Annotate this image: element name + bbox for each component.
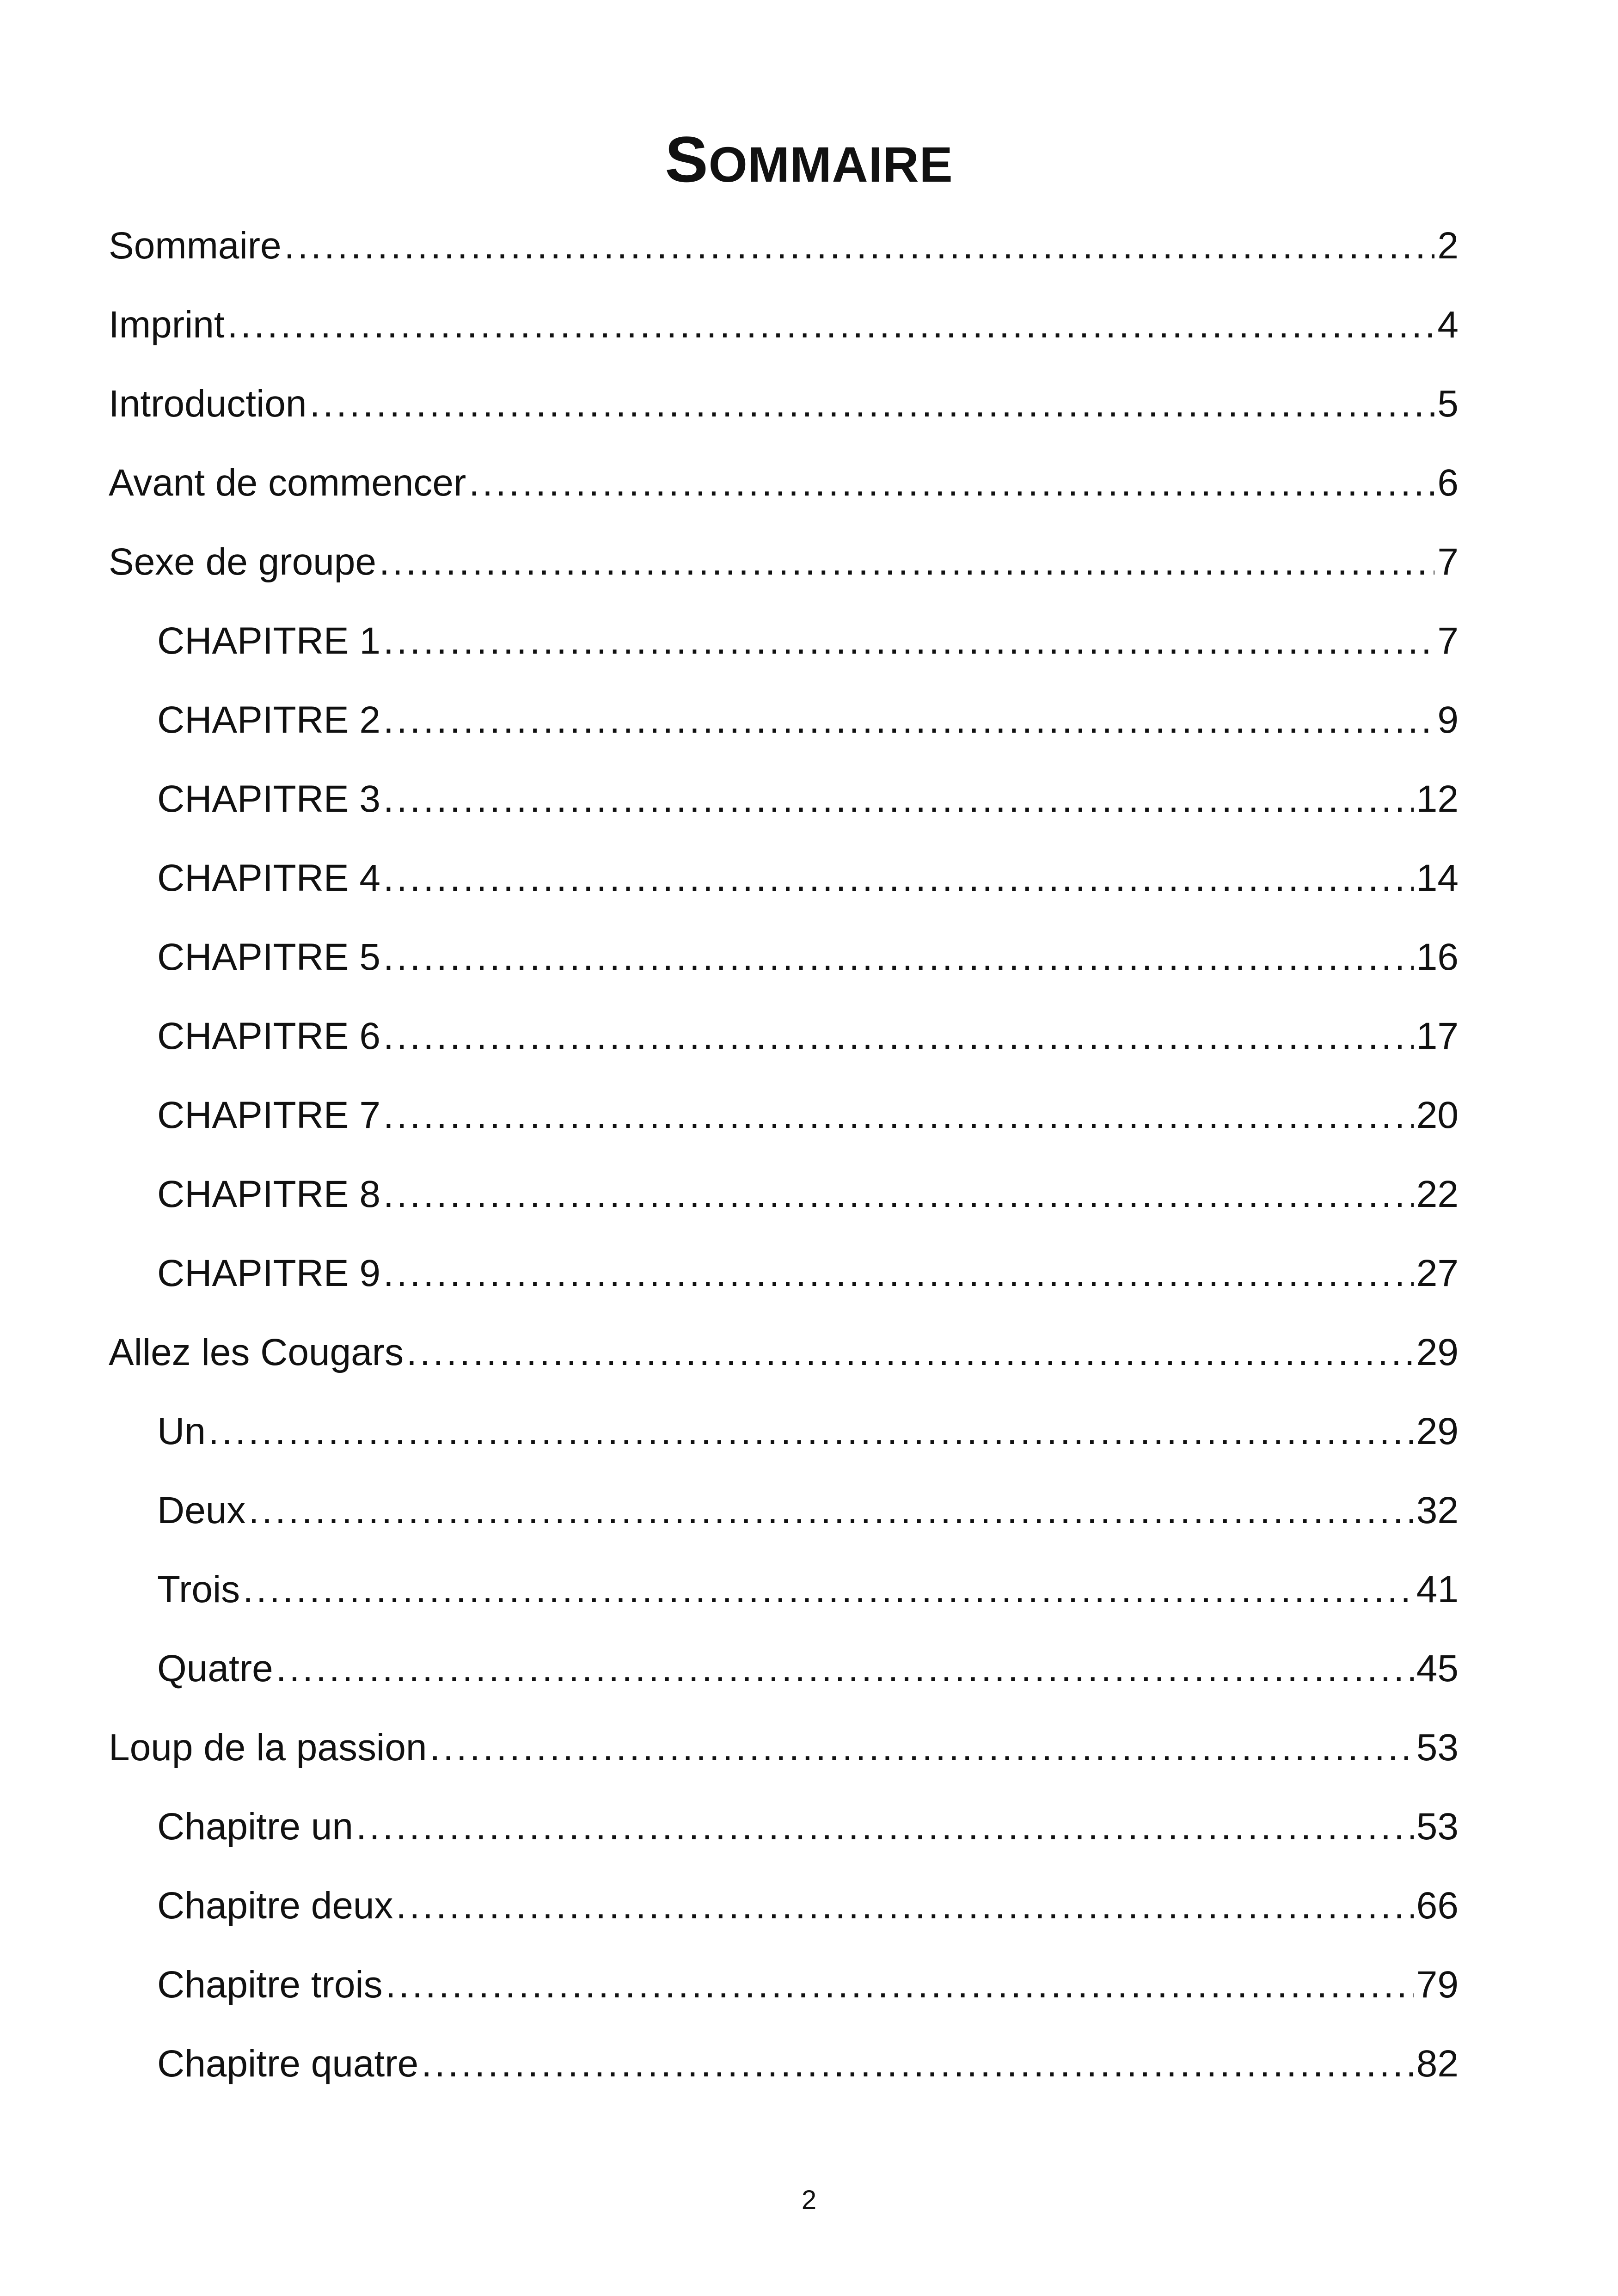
toc-entry-page: 5 xyxy=(1434,381,1459,427)
toc-entry-page: 17 xyxy=(1414,1013,1459,1059)
toc-dot-leader xyxy=(227,302,1435,348)
toc-entry-chapitre-7[interactable] xyxy=(109,1076,1459,1155)
toc-dot-leader xyxy=(383,855,1414,901)
toc-dot-leader xyxy=(248,1488,1413,1534)
toc-dot-leader xyxy=(208,1408,1414,1455)
toc-entry-page: 66 xyxy=(1414,1883,1459,1929)
page-number: 2 xyxy=(801,2185,817,2215)
toc-dot-leader xyxy=(383,1171,1414,1218)
toc-entry-chapitre-2[interactable] xyxy=(109,680,1459,759)
toc-dot-leader xyxy=(383,1013,1414,1059)
toc-entry-label: CHAPITRE 6 xyxy=(157,1013,383,1059)
toc-entry-chapitre-6[interactable] xyxy=(109,997,1459,1076)
toc-entry-chapitre-8[interactable] xyxy=(109,1155,1459,1234)
toc-dot-leader xyxy=(429,1725,1413,1771)
toc-entry-page: 41 xyxy=(1414,1567,1459,1613)
toc-entry-page: 32 xyxy=(1414,1488,1459,1534)
toc-entry-page: 45 xyxy=(1414,1646,1459,1692)
toc-dot-leader xyxy=(383,697,1434,743)
toc-entry-page: 7 xyxy=(1434,618,1459,664)
toc-dot-leader xyxy=(383,618,1434,664)
toc-dot-leader xyxy=(284,223,1435,269)
toc-entry-chapitre-3[interactable] xyxy=(109,759,1459,839)
toc-entry-label: CHAPITRE 4 xyxy=(157,855,383,901)
toc-entry-sexe-de-groupe[interactable] xyxy=(109,522,1459,601)
toc-entry-label: Deux xyxy=(157,1488,248,1534)
toc-dot-leader xyxy=(383,1250,1414,1297)
toc-entry-label: Quatre xyxy=(157,1646,276,1692)
toc-dot-leader xyxy=(383,934,1414,980)
toc-entry-label: CHAPITRE 2 xyxy=(157,697,383,743)
toc-entry-page: 29 xyxy=(1414,1329,1459,1376)
toc-entry-chapitre-trois[interactable] xyxy=(109,1945,1459,2024)
toc-entry-label: Allez les Cougars xyxy=(109,1329,406,1376)
toc-entry-page: 9 xyxy=(1434,697,1459,743)
toc-entry-chapitre-quatre[interactable] xyxy=(109,2024,1459,2103)
toc-dot-leader xyxy=(276,1646,1414,1692)
toc-entry-page: 20 xyxy=(1414,1092,1459,1139)
toc-dot-leader xyxy=(406,1329,1414,1376)
toc-entry-label: CHAPITRE 3 xyxy=(157,776,383,822)
toc-entry-label: Chapitre deux xyxy=(157,1883,396,1929)
toc-entry-chapitre-deux[interactable] xyxy=(109,1866,1459,1945)
toc-entry-page: 7 xyxy=(1434,539,1459,585)
toc-entry-label: Chapitre quatre xyxy=(157,2041,421,2087)
toc-entry-label: CHAPITRE 7 xyxy=(157,1092,383,1139)
toc-dot-leader xyxy=(379,539,1434,585)
toc-entry-allez-les-cougars[interactable] xyxy=(109,1313,1459,1392)
toc-entry-page: 14 xyxy=(1414,855,1459,901)
toc-entry-trois[interactable] xyxy=(109,1550,1459,1629)
toc-entry-page: 12 xyxy=(1414,776,1459,822)
toc-entry-page: 27 xyxy=(1414,1250,1459,1297)
toc-entry-page: 29 xyxy=(1414,1408,1459,1455)
toc-entry-page: 2 xyxy=(1434,223,1459,269)
toc-entry-avant-de-commencer[interactable] xyxy=(109,443,1459,522)
toc-dot-leader xyxy=(396,1883,1414,1929)
toc-dot-leader xyxy=(243,1567,1414,1613)
toc-entry-label: Avant de commencer xyxy=(109,460,469,506)
toc-entry-label: Sexe de groupe xyxy=(109,539,379,585)
toc-dot-leader xyxy=(386,1962,1414,2008)
toc-entry-chapitre-4[interactable] xyxy=(109,839,1459,918)
toc-entry-page: 53 xyxy=(1414,1725,1459,1771)
toc-entry-label: CHAPITRE 5 xyxy=(157,934,383,980)
toc-entry-label: Imprint xyxy=(109,302,227,348)
toc-entry-sommaire[interactable] xyxy=(109,206,1459,285)
toc-entry-page: 16 xyxy=(1414,934,1459,980)
toc-entry-quatre[interactable] xyxy=(109,1629,1459,1708)
toc-entry-page: 6 xyxy=(1434,460,1459,506)
toc-entry-label: Sommaire xyxy=(109,223,284,269)
toc-entry-un[interactable] xyxy=(109,1392,1459,1471)
toc-dot-leader xyxy=(383,1092,1414,1139)
table-of-contents xyxy=(109,206,1459,2103)
toc-entry-page: 82 xyxy=(1414,2041,1459,2087)
toc-entry-chapitre-un[interactable] xyxy=(109,1787,1459,1866)
toc-dot-leader xyxy=(310,381,1435,427)
toc-dot-leader xyxy=(421,2041,1414,2087)
title-first-letter: S xyxy=(665,123,709,196)
toc-entry-label: Introduction xyxy=(109,381,310,427)
toc-entry-label: Un xyxy=(157,1408,208,1455)
toc-entry-page: 22 xyxy=(1414,1171,1459,1218)
toc-entry-label: Loup de la passion xyxy=(109,1725,429,1771)
toc-entry-label: CHAPITRE 9 xyxy=(157,1250,383,1297)
toc-entry-label: Trois xyxy=(157,1567,243,1613)
toc-entry-chapitre-5[interactable] xyxy=(109,918,1459,997)
toc-entry-label: Chapitre trois xyxy=(157,1962,386,2008)
title-rest: OMMAIRE xyxy=(708,136,953,192)
page-title xyxy=(0,122,1618,202)
toc-dot-leader xyxy=(469,460,1434,506)
toc-entry-loup-de-la-passion[interactable] xyxy=(109,1708,1459,1787)
toc-entry-label: CHAPITRE 8 xyxy=(157,1171,383,1218)
toc-entry-page: 53 xyxy=(1414,1804,1459,1850)
toc-entry-chapitre-1[interactable] xyxy=(109,601,1459,680)
toc-dot-leader xyxy=(356,1804,1414,1850)
toc-entry-deux[interactable] xyxy=(109,1471,1459,1550)
toc-dot-leader xyxy=(383,776,1414,822)
toc-entry-chapitre-9[interactable] xyxy=(109,1234,1459,1313)
toc-entry-imprint[interactable] xyxy=(109,285,1459,364)
toc-entry-label: Chapitre un xyxy=(157,1804,356,1850)
toc-entry-page: 79 xyxy=(1414,1962,1459,2008)
toc-entry-introduction[interactable] xyxy=(109,364,1459,443)
toc-entry-page: 4 xyxy=(1434,302,1459,348)
toc-entry-label: CHAPITRE 1 xyxy=(157,618,383,664)
